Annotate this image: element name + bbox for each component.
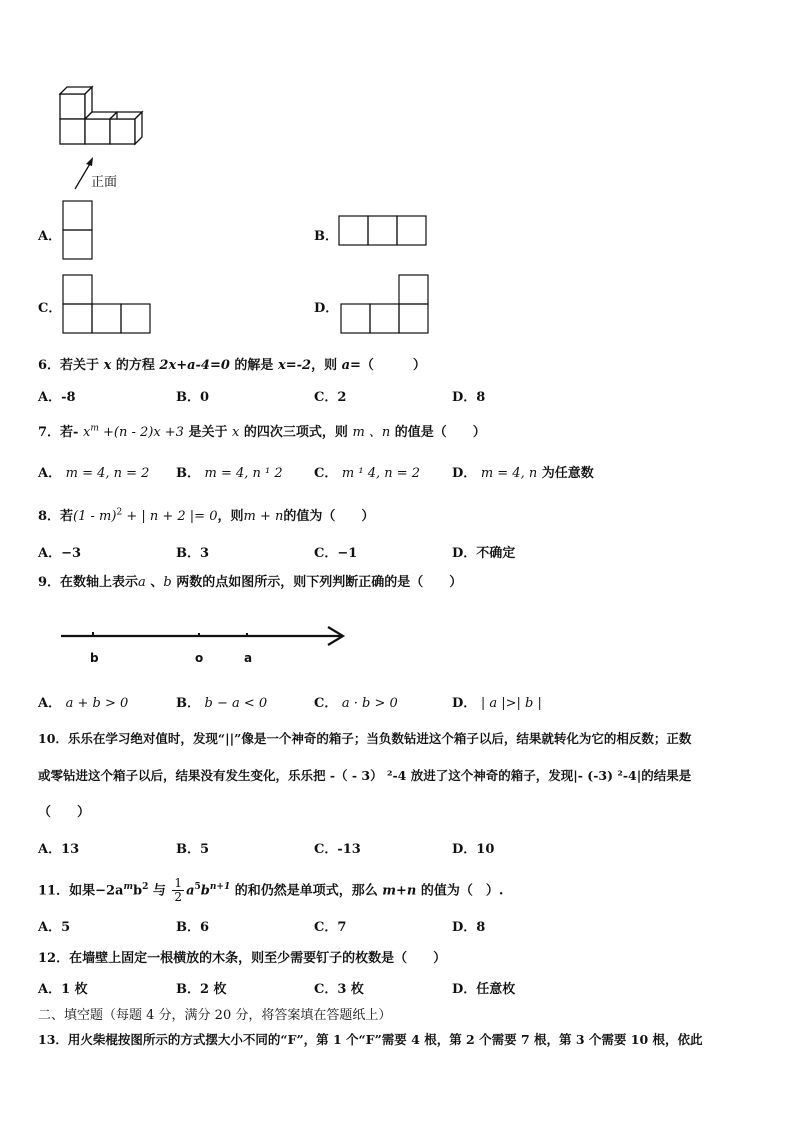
q10-option-b: B．5 xyxy=(176,842,210,857)
q9-option-b: B． b − a < 0 xyxy=(176,696,268,711)
question-11: 11．如果$-2a^mb^2$ 与 $\frac{1}{2}$ $a^5b^{n+1}$ 的和仍然是单项式，那么 m+n 的值为（ ）. xyxy=(38,876,504,905)
q6-option-c: C．2 xyxy=(314,390,347,405)
question-6: 6．若关于 x 的方程 2x+a-4=0 的解是 x=-2，则 a=（ ） xyxy=(38,358,426,373)
question-7: 7．若- $x^m +(n - 2)x +3$ 是关于 x 的四次三项式，则 m 、n 的值是（ ） xyxy=(38,423,486,440)
q5-option-c-figure xyxy=(62,274,154,336)
q6-option-b: B．0 xyxy=(176,390,210,405)
question-9: 9．在数轴上表示a 、b 两数的点如图所示，则下列判断正确的是（ ） xyxy=(38,575,463,590)
q11-option-d: D．8 xyxy=(452,920,486,935)
question-13: 13．用火柴棍按图所示的方式摆大小不同的“F”，第 1 个“F”需要 4 根，第 2 个需要 7 根，第 3 个需要 10 根，依此 xyxy=(38,1032,703,1047)
q5-option-d-label: D． xyxy=(314,301,339,316)
section-2-heading: 二、填空题（每题 4 分，满分 20 分，将答案填在答题纸上） xyxy=(38,1008,392,1023)
question-10-line-2: 或零钻进这个箱子以后，结果没有发生变化，乐乐把 -（ - 3） ²-4 放进了这个神奇的箱子，发现|- (-3) ²-4|的结果是 xyxy=(38,768,692,783)
q7-option-c: C． m ¹ 4, n = 2 xyxy=(314,466,421,481)
q8-option-b: B．3 xyxy=(176,546,210,561)
label-a: a xyxy=(244,651,253,665)
question-10-line-3: （ ） xyxy=(38,805,91,820)
question-8: 8．若(1 - m)$^2$ + | n + 2 |= 0，则m + n的值为（ ） xyxy=(38,507,375,524)
q9-option-c: C． a · b > 0 xyxy=(314,696,398,711)
question-12: 12．在墙壁上固定一根横放的木条，则至少需要钉子的枚数是（ ） xyxy=(38,951,447,966)
q6-option-a: A．-8 xyxy=(38,390,76,405)
q10-option-c: C．-13 xyxy=(314,842,361,857)
number-line xyxy=(58,622,350,668)
q5-option-a-figure xyxy=(62,200,94,262)
q5-option-c-label: C． xyxy=(38,301,62,316)
q10-option-d: D．10 xyxy=(452,842,495,857)
front-label: 正面 xyxy=(91,175,118,190)
q8-option-d: D．不确定 xyxy=(452,546,516,561)
q12-option-d: D．任意枚 xyxy=(452,982,516,997)
fraction-one-half: $\frac{1}{2}$ xyxy=(174,876,183,905)
q12-option-b: B．2 枚 xyxy=(176,982,227,997)
cube-figure xyxy=(55,84,150,194)
q12-option-a: A．1 枚 xyxy=(38,982,88,997)
q7-option-d: D． m = 4, n 为任意数 xyxy=(452,466,594,481)
q7-option-b: B． m = 4, n ¹ 2 xyxy=(176,466,283,481)
q6-option-d: D．8 xyxy=(452,390,486,405)
q5-option-b-figure xyxy=(338,215,430,247)
q9-option-a: A． a + b > 0 xyxy=(38,696,129,711)
label-o: o xyxy=(195,651,204,665)
label-b: b xyxy=(90,651,99,665)
q5-option-a-label: A． xyxy=(38,229,62,244)
arrow-head xyxy=(86,157,93,166)
q8-option-a: A．−3 xyxy=(38,546,82,561)
q7-option-a: A． m = 4, n = 2 xyxy=(38,466,150,481)
q11-option-c: C．7 xyxy=(314,920,347,935)
q8-option-c: C．−1 xyxy=(314,546,358,561)
q12-option-c: C．3 枚 xyxy=(314,982,364,997)
arrow-line xyxy=(75,162,91,189)
q11-option-a: A．5 xyxy=(38,920,71,935)
q9-option-d: D． | a |>| b | xyxy=(452,696,542,711)
question-10-line-1: 10．乐乐在学习绝对值时，发现“||”像是一个神奇的箱子；当负数钻进这个箱子以后，结果就转化为它的相反数；正数 xyxy=(38,731,692,746)
q5-option-b-label: B． xyxy=(314,229,338,244)
q10-option-a: A．13 xyxy=(38,842,80,857)
q5-option-d-figure xyxy=(340,274,432,336)
q11-option-b: B．6 xyxy=(176,920,210,935)
